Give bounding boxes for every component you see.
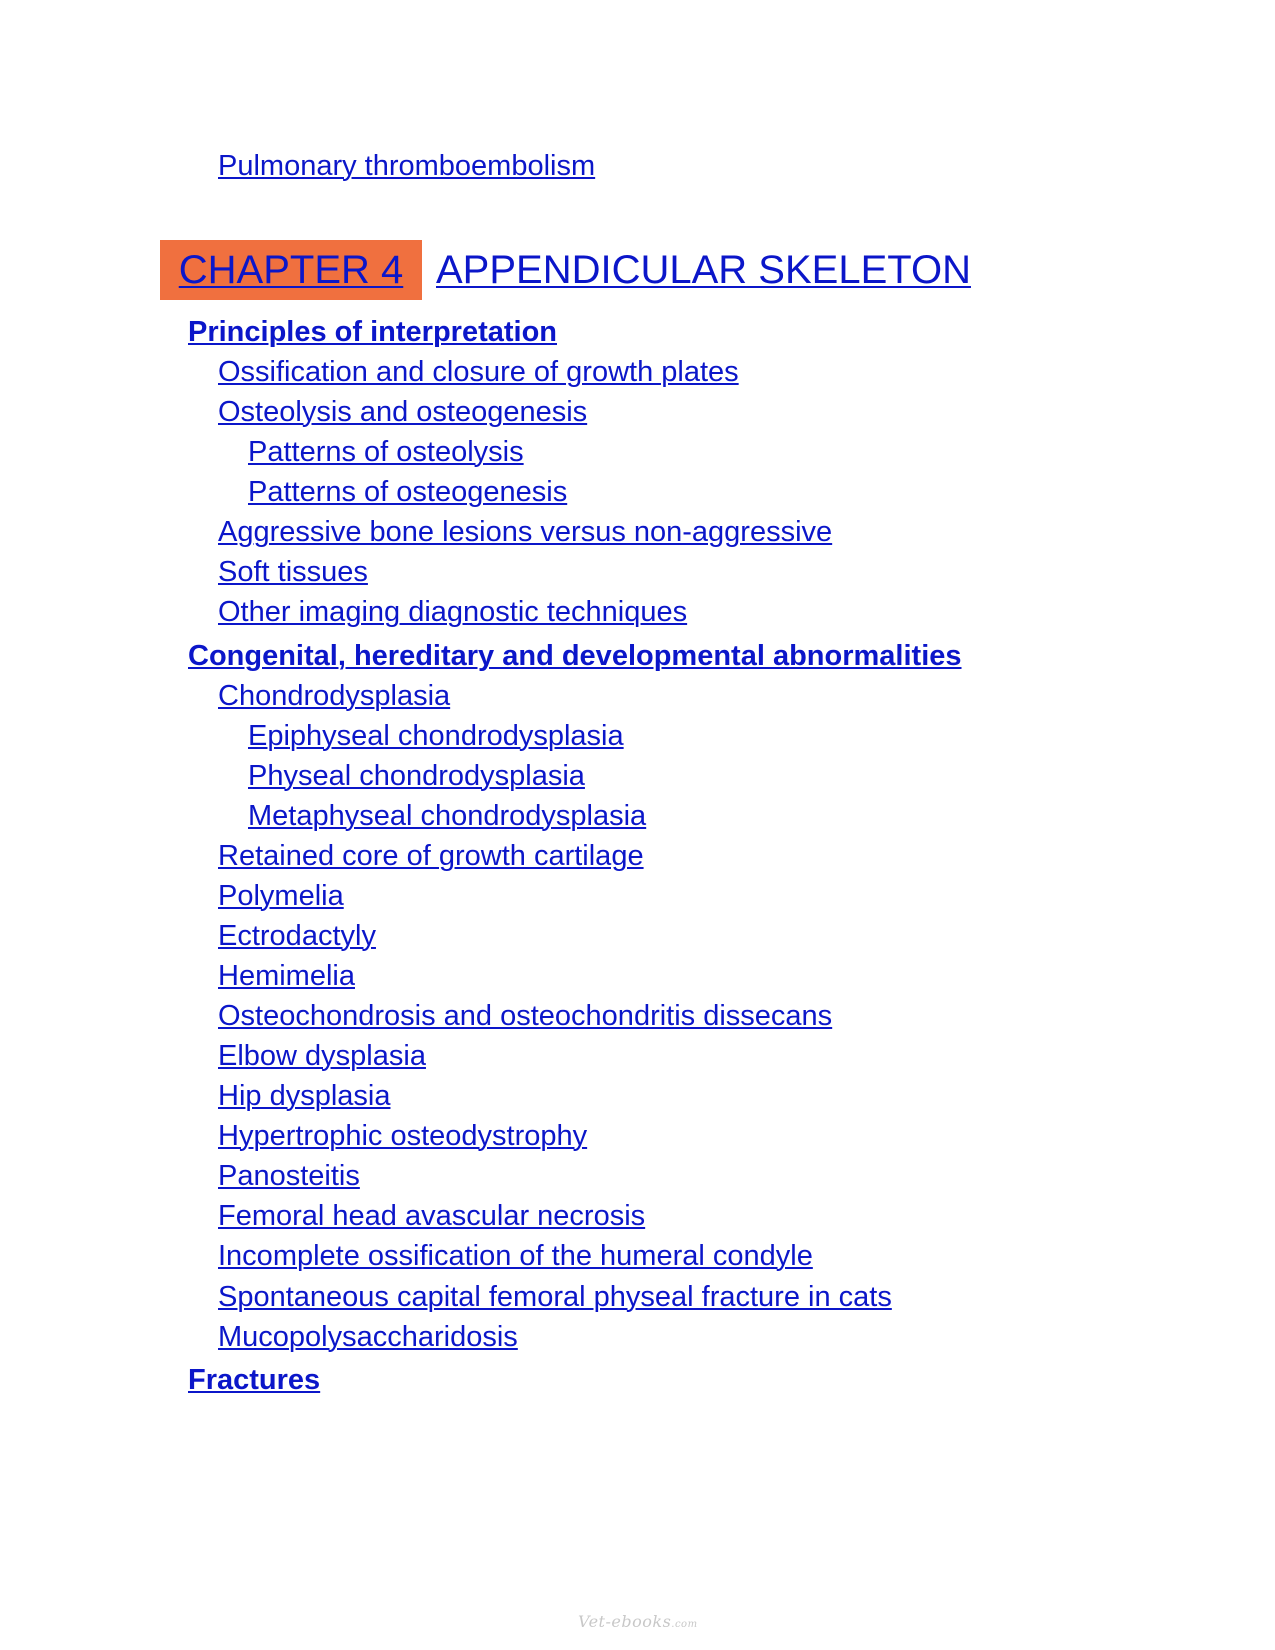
toc-subsection-link[interactable]: Spontaneous capital femoral physeal fracture in cats xyxy=(218,1281,892,1313)
toc-subsection-link[interactable]: Chondrodysplasia xyxy=(218,680,451,712)
toc-subsubsection-link[interactable]: Metaphyseal chondrodysplasia xyxy=(248,800,647,832)
toc-subsubsection-link[interactable]: Patterns of osteolysis xyxy=(248,436,524,468)
toc-subsection-link[interactable]: Panosteitis xyxy=(218,1160,360,1192)
toc-subsubsection-link[interactable]: Physeal chondrodysplasia xyxy=(248,760,585,792)
toc-section-link[interactable]: Congenital, hereditary and developmental abnormalities xyxy=(188,640,962,672)
toc-subsection-link[interactable]: Osteochondrosis and osteochondritis dissecans xyxy=(218,1000,833,1032)
watermark-suffix: .com xyxy=(671,1619,698,1630)
toc-subsection-link[interactable]: Osteolysis and osteogenesis xyxy=(218,396,588,428)
toc-subsection-link[interactable]: Ossification and closure of growth plates xyxy=(218,356,739,388)
toc-section-link[interactable]: Fractures xyxy=(188,1364,321,1396)
toc-subsection-link[interactable]: Ectrodactyly xyxy=(218,920,376,952)
chapter-heading xyxy=(160,240,971,300)
watermark-logo xyxy=(578,1612,698,1631)
toc-subsection-link[interactable]: Hemimelia xyxy=(218,960,355,992)
toc-subsubsection-link[interactable]: Epiphyseal chondrodysplasia xyxy=(248,720,624,752)
chapter-title-link[interactable]: APPENDICULAR SKELETON xyxy=(436,247,971,292)
toc-section-link[interactable]: Principles of interpretation xyxy=(188,316,557,348)
toc-subsection-link[interactable]: Mucopolysaccharidosis xyxy=(218,1321,518,1353)
toc-subsection-link[interactable]: Incomplete ossification of the humeral condyle xyxy=(218,1240,813,1272)
toc-link-pulmonary-thromboembolism[interactable]: Pulmonary thromboembolism xyxy=(218,150,596,182)
toc-subsection-link[interactable]: Aggressive bone lesions versus non-aggressive xyxy=(218,516,833,548)
toc-subsubsection-link[interactable]: Patterns of osteogenesis xyxy=(248,476,568,508)
toc-subsection-link[interactable]: Elbow dysplasia xyxy=(218,1040,426,1072)
toc-subsection-link[interactable]: Soft tissues xyxy=(218,556,368,588)
toc-subsection-link[interactable]: Other imaging diagnostic techniques xyxy=(218,596,688,628)
watermark-text: Vet-ebooks xyxy=(578,1612,672,1631)
toc-subsection-link[interactable]: Hypertrophic osteodystrophy xyxy=(218,1120,588,1152)
toc-subsection-link[interactable]: Femoral head avascular necrosis xyxy=(218,1200,646,1232)
toc-subsection-link[interactable]: Retained core of growth cartilage xyxy=(218,840,644,872)
toc-subsection-link[interactable]: Polymelia xyxy=(218,880,344,912)
toc-subsection-link[interactable]: Hip dysplasia xyxy=(218,1080,391,1112)
chapter-badge xyxy=(160,240,422,300)
chapter-label-link[interactable]: CHAPTER 4 xyxy=(178,247,404,292)
